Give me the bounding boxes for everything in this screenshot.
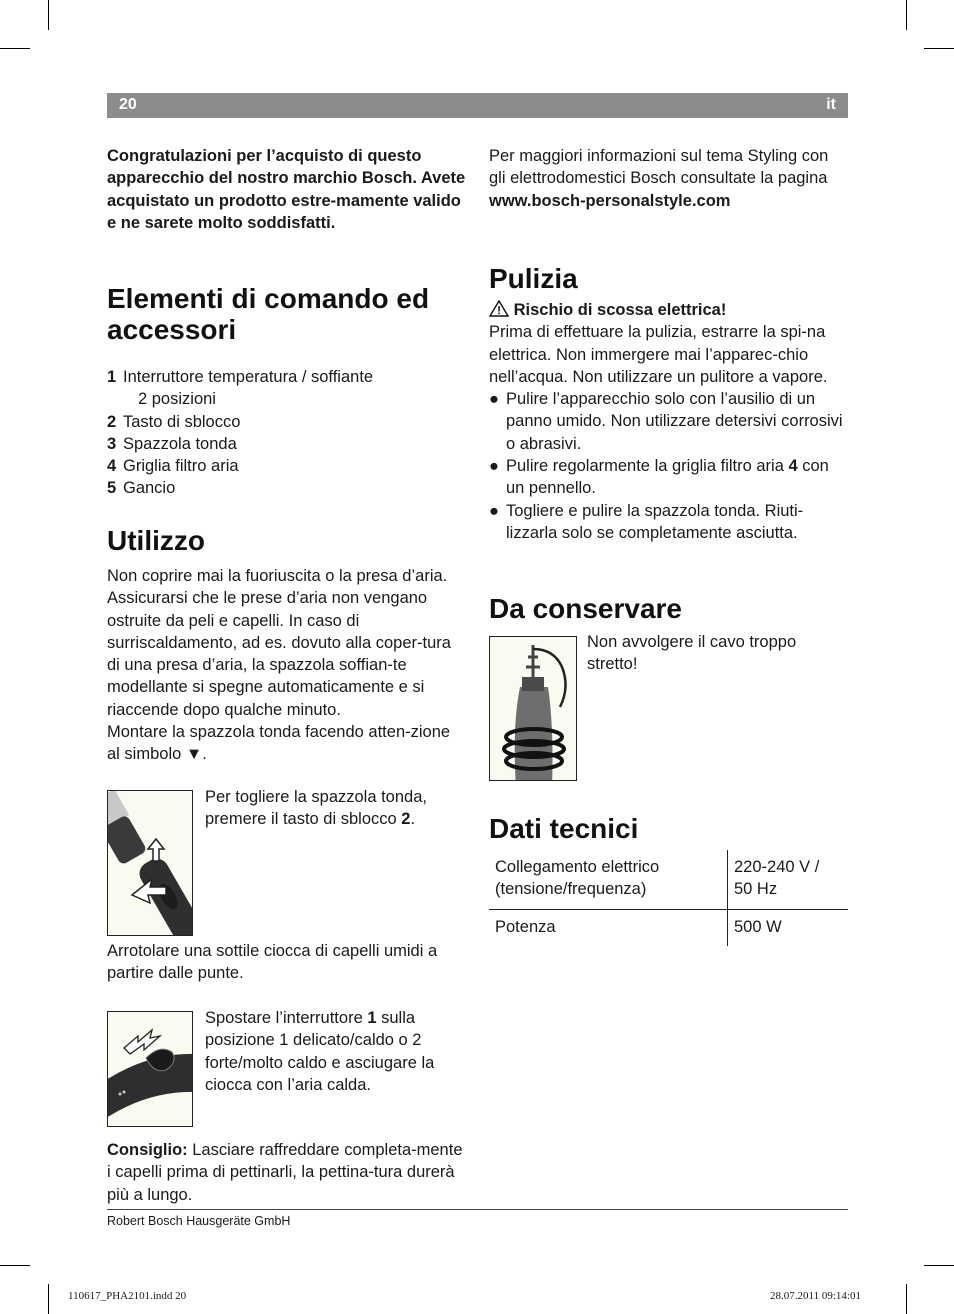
table-cell: Potenza <box>489 910 728 947</box>
list-item: 5 Gancio <box>107 479 176 498</box>
slug-date: 28.07.2011 09:14:01 <box>770 1290 861 1302</box>
list-item: ● Pulire l’apparecchio solo con l’ausilio di un panno umido. Non utilizzare detersivi corrosivi o abrasivi. <box>489 390 843 453</box>
specs-section <box>489 813 849 844</box>
storage-section <box>489 593 849 624</box>
list-item: 3 Spazzola tonda <box>107 434 237 453</box>
list-item: ● Pulire regolarmente la griglia filtro aria 4 con un pennello. <box>489 457 829 498</box>
cleaning-text: Rischio di scossa elettrica! Prima di effettuare la pulizia, estrarre la spi-na elettrica. Non immergere mai l’apparec-chio nell’acqua. Non utilizzare un pulitore a vapore. ● Pulire l’apparecchio solo con l’ausilio di un panno umido. Non utilizzare detersivi corrosivi o abrasivi. ● Pulire regolarmente la griglia filtro aria 4 con un pennello. ● Togliere e pulire la spazzola tonda. Riuti-lizzarla solo se completamente asciutta. <box>489 299 849 544</box>
crop-mark <box>0 1265 30 1266</box>
controls-section <box>107 283 467 345</box>
table-cell: 220-240 V / 50 Hz <box>728 850 849 910</box>
info-text: Per maggiori informazioni sul tema Styling con gli elettrodomestici Bosch consultate la pagina www.bosch-personalstyle.com <box>489 145 849 212</box>
page-number: 20 <box>119 96 137 113</box>
slug-file: 110617_PHA2101.indd 20 <box>68 1290 187 1302</box>
storage-title: Da conservare <box>489 593 683 624</box>
table-row <box>489 910 848 947</box>
table-row <box>489 850 848 910</box>
switch-figure <box>107 1011 193 1127</box>
remove-brush-figure <box>107 790 193 936</box>
table-cell: Collegamento elettrico (tensione/frequenza) <box>489 850 728 910</box>
crop-mark <box>906 0 907 30</box>
crop-mark <box>906 1284 907 1314</box>
curl-text: Arrotolare una sottile ciocca di capelli umidi a partire dalle punte. <box>107 942 438 983</box>
cord-figure <box>489 636 577 781</box>
controls-list <box>107 366 467 500</box>
list-item: 1 Interruttore temperatura / soffiante <box>107 368 374 386</box>
footer-company: Robert Bosch Hausgeräte GmbH <box>107 1214 291 1228</box>
cleaning-section <box>489 263 849 294</box>
specs-title: Dati tecnici <box>489 813 639 844</box>
list-item: 2 Tasto di sblocco <box>107 412 241 431</box>
list-item: 4 Griglia filtro aria <box>107 457 239 476</box>
tip-text: Consiglio: Lasciare raffreddare completa-mente i capelli prima di pettinarli, la pettina-tura durerà più a lungo. <box>107 1141 463 1204</box>
storage-text: Non avvolgere il cavo troppo stretto! <box>587 633 797 674</box>
crop-mark <box>924 1265 954 1266</box>
specs-table <box>489 850 848 946</box>
website-link[interactable]: www.bosch-personalstyle.com <box>489 191 731 210</box>
footer-rule <box>107 1209 848 1210</box>
crop-mark <box>48 0 49 30</box>
list-item-sub: 2 posizioni <box>138 390 216 409</box>
list-item: ● Togliere e pulire la spazzola tonda. Riuti-lizzarla solo se completamente asciutta. <box>489 501 804 542</box>
warning-title: Rischio di scossa elettrica! <box>513 301 727 319</box>
language-code: it <box>826 96 836 113</box>
usage-title: Utilizzo <box>107 525 205 556</box>
remove-brush-text: Per togliere la spazzola tonda, premere il tasto di sblocco 2. <box>205 788 427 829</box>
cleaning-title: Pulizia <box>489 263 578 294</box>
switch-text: Spostare l’interruttore 1 sulla posizione 1 delicato/caldo o 2 forte/molto caldo e asciugare la ciocca con l’aria calda. <box>205 1009 435 1094</box>
crop-mark <box>48 1284 49 1314</box>
warning-triangle-icon <box>489 301 514 319</box>
page-header-bar <box>107 93 848 118</box>
usage-text: Non coprire mai la fuoriuscita o la presa d’aria. Assicurarsi che le prese d’aria non vengano ostruite da peli e capelli. In caso di surriscaldamento, ad es. dovuto alla coper-tura di una presa d’aria, la spazzola soffian-te modellante si spegne automaticamente e si riaccende dopo qualche minuto. Montare la spazzola tonda facendo atten-zione al simbolo ▼. <box>107 567 451 764</box>
table-cell: 500 W <box>734 918 782 936</box>
crop-mark <box>924 48 954 49</box>
usage-section <box>107 525 467 556</box>
controls-title: Elementi di comando ed accessori <box>107 283 430 345</box>
intro-text: Congratulazioni per l’acquisto di questo apparecchio del nostro marchio Bosch. Avete acquistato un prodotto estre-mamente valido e ne sarete molto soddisfatti. <box>107 147 466 232</box>
crop-mark <box>0 48 30 49</box>
